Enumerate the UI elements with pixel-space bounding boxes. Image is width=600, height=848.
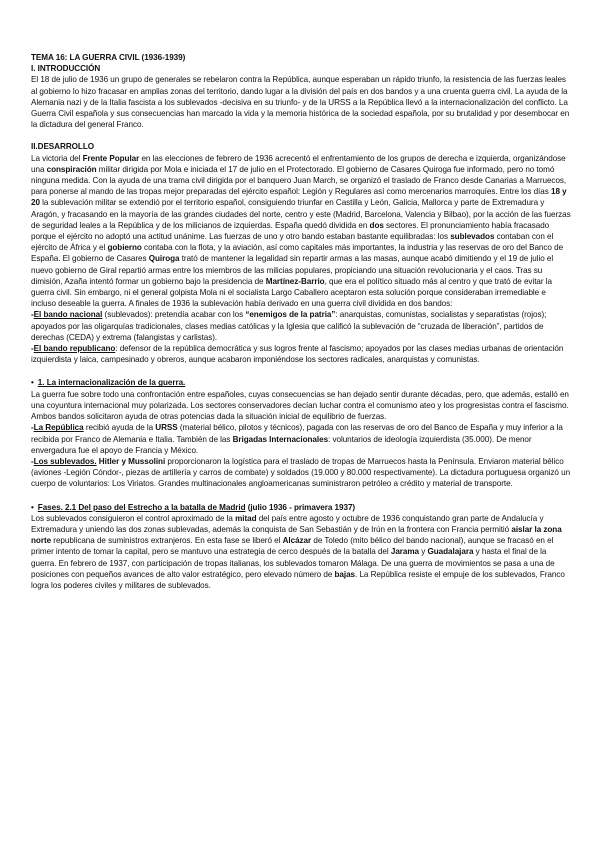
republica-aid-paragraph: -La República recibió ayuda de la URSS (material bélico, pilotos y técnicos), pagada con las reservas de oro del Banco de España y muy inferior a la recibida por Franco de Alemania e Italia. También de las Brigadas Internacionales: voluntarios de ideología izquierdista (35.000). De menor envergadura fue el apoyo de Francia y México.: [31, 423, 563, 455]
fases-heading: • Fases. 2.1 Del paso del Estrecho a la batalla de Madrid (julio 1936 - primavera 1937): [31, 502, 571, 513]
document-title: TEMA 16: LA GUERRA CIVIL (1936-1939): [31, 53, 186, 62]
document-page: [31, 52, 571, 591]
bando-republicano-paragraph: -El bando republicano: defensor de la república democrática y sus logros frente al fascismo; apoyados por las clases medias urbanas de orientación izquierdista y laica, campesinado y obreros, aunque acabaron imponiéndose los sectores radicales, anarquistas y comunistas.: [31, 344, 564, 365]
development-heading: II.DESARROLLO: [31, 142, 94, 152]
bando-republicano-label: El bando republicano: [33, 344, 116, 354]
internationalization-paragraph: La guerra fue sobre todo una confrontación entre españoles, cuyas consecuencias se han dejado sentir durante décadas, pero, que además, estalló en una coyuntura internacional muy polarizada. Los sectores conservadores decían luchar contra el comunismo ateo y los progresistas contra el fascismo. Ambos bandos solicitaron ayuda de otras potencias dada la situación inicial de equilibrio de fuerzas.: [31, 389, 569, 422]
bando-nacional-paragraph: -El bando nacional (sublevados): pretendía acabar con los “enemigos de la patria”: anarquistas, comunistas, socialistas y separatistas (rojos); apoyados por las oligarquías tradicionales, clases medias católicas y la Iglesia que calificó la sublevación de “cruzada de liberación”, partidos de derechas (CEDA) y extrema (falangistas y carlistas).: [31, 310, 547, 342]
bando-nacional-label: El bando nacional: [33, 310, 103, 320]
fases-paragraph: Los sublevados consiguieron el control aproximado de la mitad del país entre agosto y octubre de 1936 conquistando gran parte de Andalucía y Extremadura y uniendo las dos zonas sublevadas, además la conquista de San Sebastián y de Irún en la frontera con Francia permitió aislar la zona norte republicana de suministros extranjeros. En esta fase se liberó el Alcázar de Toledo (mito bélico del bando nacional), aunque se fracasó en el primer intento de tomar la capital, pero se mantuvo una estrategia de cerco después de la batalla del Jarama y Guadalajara y hasta el final de la guerra. En febrero de 1937, con participación de tropas italianas, los sublevados tomaron Málaga. De una guerra de movimientos se pasa a una de posiciones con pequeños avances de alto valor estratégico, pero elevado número de bajas. La República resiste el empuje de los sublevados, Franco logra los poderes civiles y militares de sublevados.: [31, 513, 565, 590]
internationalization-heading: • 1. La internacionalización de la guerra.: [31, 377, 571, 388]
development-paragraph: La victoria del Frente Popular en las elecciones de febrero de 1936 acrecentó el enfrentamiento de los grupos de derecha e izquierda, organizándose una conspiración militar dirigida por Mola e iniciada el 17 de julio en el Protectorado. El gobierno de Casares Quiroga fue informado, pero no tomó ninguna medida. Con la ayuda de una trama civil dirigida por el banquero Juan March, se organizó el traslado de Franco desde Canarias a Marruecos, para ponerse al mando de las tropas mejor preparadas del ejército español: Legión y Regulares así como mercenarios marroquíes. Entre los días 18 y 20 la sublevación militar se extendió por el territorio español, consiguiendo triunfar en Castilla y León, Galicia, Mallorca y parte de Extremadura y Aragón, y fracasando en la mayoría de las grandes ciudades del norte, centro y este (Madrid, Barcelona, Valencia y Bilbao), por la acción de las fuerzas de seguridad leales a la República y de los milicianos de izquierdas. España quedó dividida en dos sectores. El pronunciamiento había fracasado porque el ejército no adoptó una actitud unánime. Las fuerzas de uno y otro bando estaban bastante equilibradas: los sublevados contaban con el ejército de África y el gobierno contaba con la flota, y la aviación, así como capitales más importantes, la industria y las reservas de oro del Banco de España. El gobierno de Casares Quiroga trató de mantener la legalidad sin repartir armas a las masas, aunque acabó dimitiendo y el 19 de julio el nuevo gobierno de Giral repartió armas entre los miembros de las milicias populares, propiciando una situación revolucionaria y el caos. Tras su dimisión, Azaña intentó formar un gobierno bajo la presidencia de Martínez-Barrio, que era el político situado más al centro y que trató de evitar la guerra civil. Sin embargo, ni el general golpista Mola ni el socialista Largo Caballero aceptaron esta solución porque consideraban irremediable e incluso deseable la guerra. A finales de 1936 la sublevación había derivado en una guerra civil dividida en dos bandos:: [31, 153, 571, 309]
intro-heading: I. INTRODUCCIÓN: [31, 64, 101, 74]
sublevados-aid-paragraph: -Los sublevados. Hitler y Mussolini proporcionaron la logística para el traslado de tropas de Marruecos hasta la Península. Enviaron material bélico (aviones -Legión Cóndor-, piezas de artillería y carros de combate) y soldados (19.000 y 80.000 respectivamente). La dictadura portuguesa organizó un cuerpo de voluntarios: Los Viriatos. Grandes multinacionales angloamericanas suministraron petróleo a crédito y material de transporte.: [31, 456, 571, 489]
intro-paragraph: El 18 de julio de 1936 un grupo de generales se rebelaron contra la República, aunque esperaban un rápido triunfo, la resistencia de las fuerzas leales al gobierno lo hizo fracasar en amplias zonas del territorio, dando lugar a la división del país en dos bandos y a una cruenta guerra civil. La ayuda de la Alemania nazi y de la Italia fascista a los sublevados -decisiva en su triunfo- y de la URSS a la República llevó a la internacionalización del conflicto. La Guerra Civil española y sus consecuencias han marcado la vida y la memoria histórica de la sociedad española, por su brutalidad y por desembocar en la dictadura del general Franco.: [31, 75, 570, 130]
